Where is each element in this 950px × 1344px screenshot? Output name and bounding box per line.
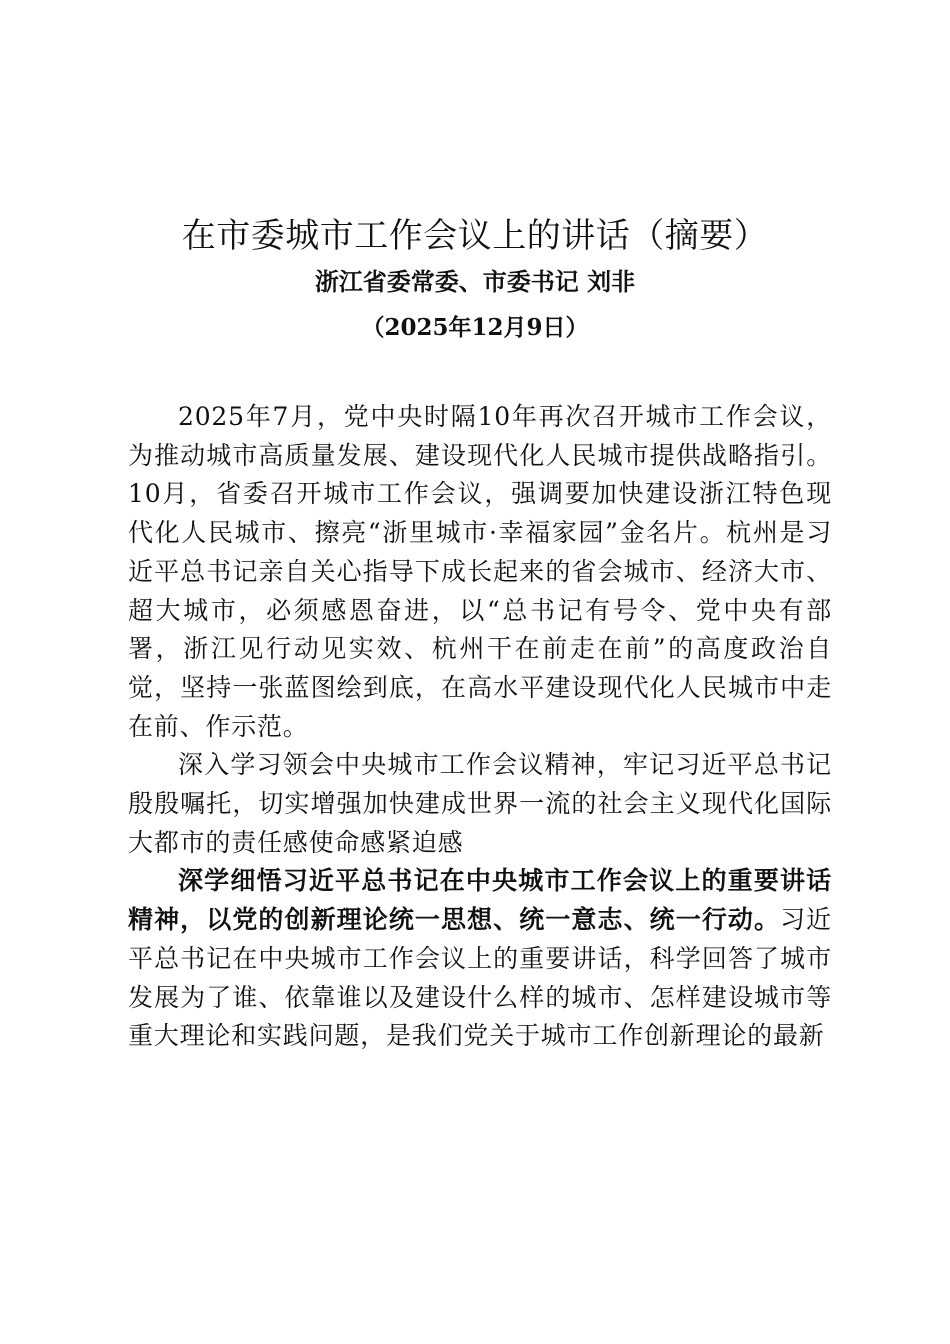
speech-date: （2025年12月9日） xyxy=(361,314,589,341)
document-body xyxy=(128,398,832,1056)
paragraph-1-text: 2025年7月，党中央时隔10年再次召开城市工作会议，为推动城市高质量发展、建设现代化人民城市提供战略指引。10月，省委召开城市工作会议，强调要加快建设浙江特色现代化人民城市、擦亮“浙里城市·幸福家园”金名片。杭州是习近平总书记亲自关心指导下成长起来的省会城市、经济大市、超大城市，必须感恩奋进，以“总书记有号令、党中央有部署，浙江见行动见实效、杭州干在前走在前”的高度政治自觉，坚持一张蓝图绘到底，在高水平建设现代化人民城市中走在前、作示范。 xyxy=(128,402,832,741)
paragraph-2 xyxy=(128,746,832,862)
paragraph-2-text: 深入学习领会中央城市工作会议精神，牢记习近平总书记殷殷嘱托，切实增强加快建成世界一流的社会主义现代化国际大都市的责任感使命感紧迫感 xyxy=(128,750,832,857)
paragraph-3-text: 习近平总书记在中央城市工作会议上的重要讲话，科学回答了城市发展为了谁、依靠谁以及建设什么样的城市、怎样建设城市等重大理论和实践问题，是我们党关于城市工作创新理论的最新 xyxy=(128,905,832,1051)
paragraph-3 xyxy=(128,862,832,1056)
document-title: 在市委城市工作会议上的讲话（摘要） xyxy=(181,216,769,256)
paragraph-1 xyxy=(128,398,832,746)
paragraph-3-bold-lead: 深学细悟习近平总书记在中央城市工作会议上的重要讲话精神，以党的创新理论统一思想、统一意志、统一行动。 xyxy=(128,866,832,935)
author-line: 浙江省委常委、市委书记 刘非 xyxy=(314,267,636,296)
